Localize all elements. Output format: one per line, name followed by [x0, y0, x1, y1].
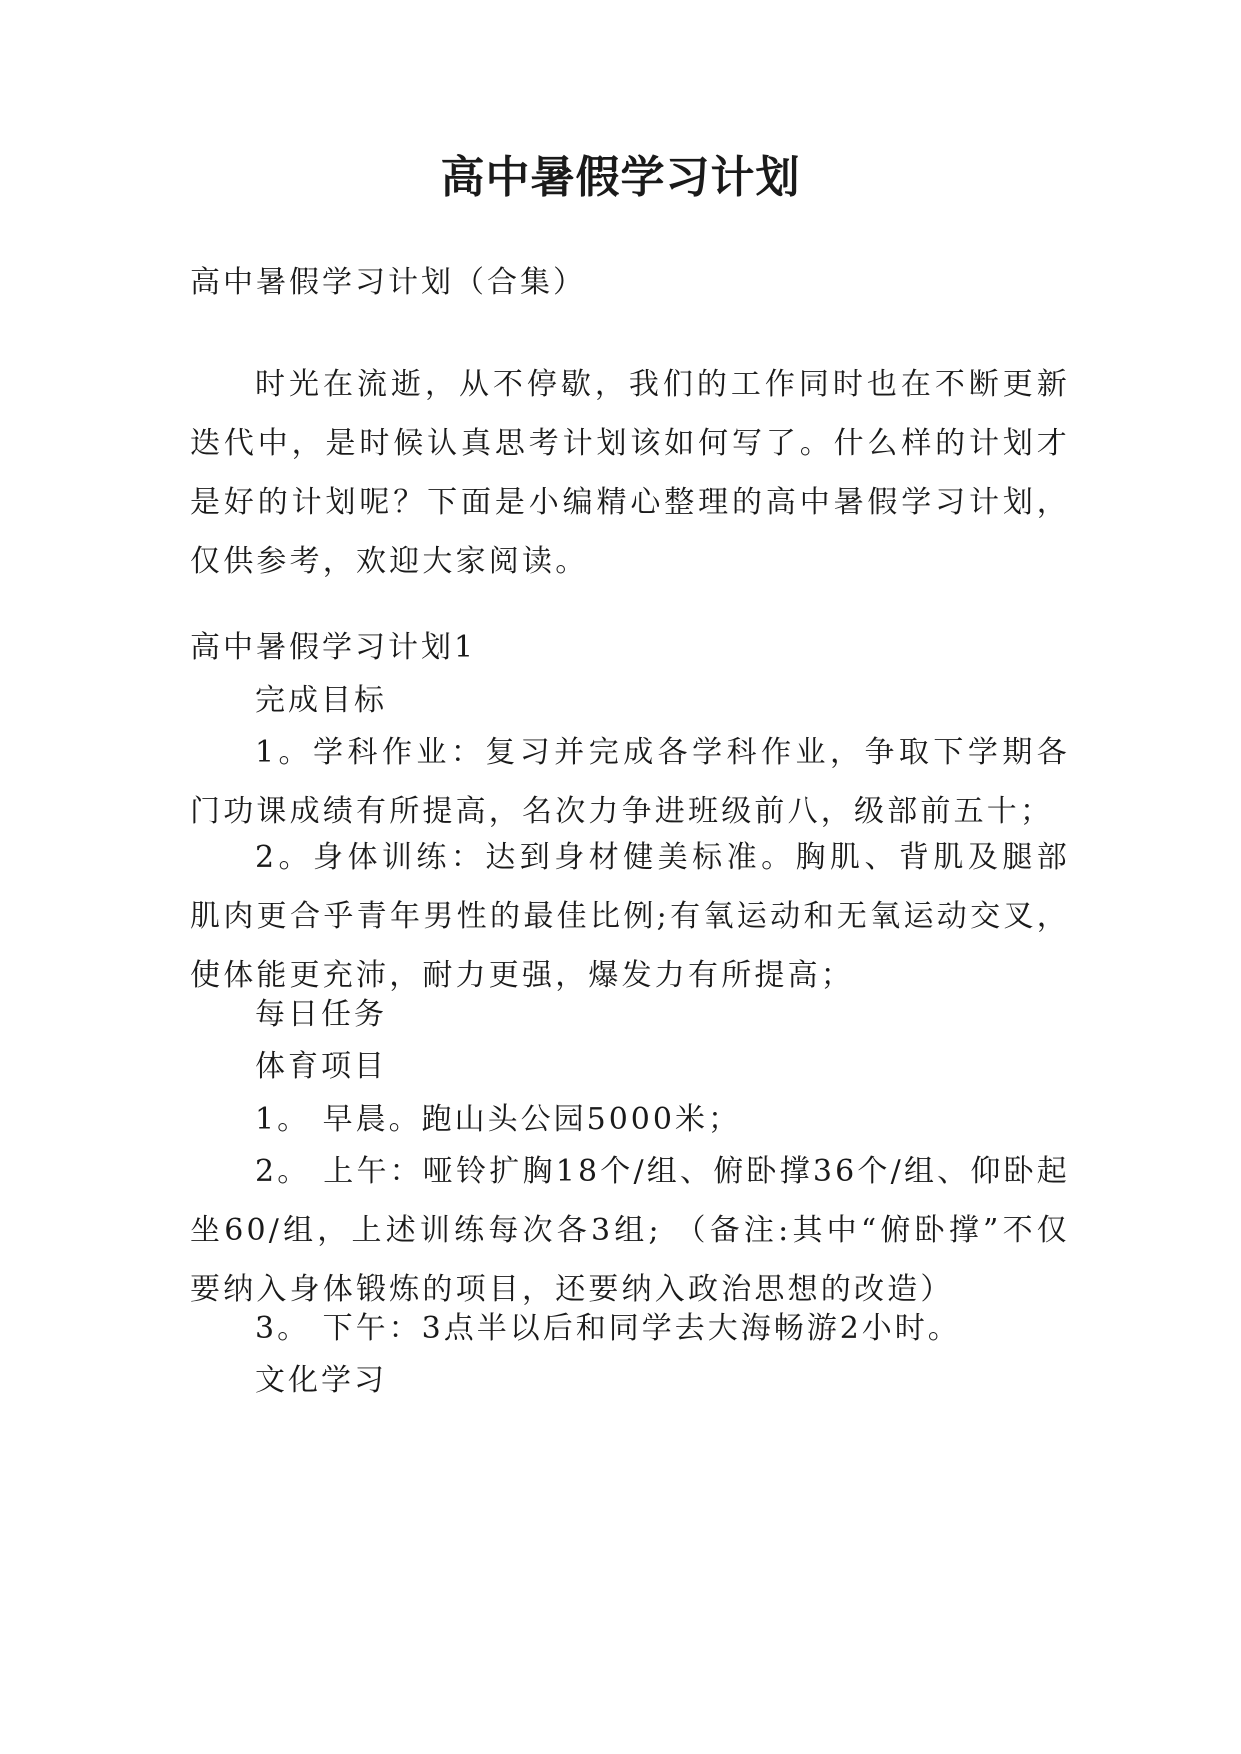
section-heading: 高中暑假学习计划1	[190, 630, 477, 665]
sport-item-1: 1。 早晨。跑山头公园5000米；	[255, 1102, 741, 1137]
goal-item-2: 2。身体训练：达到身材健美标准。胸肌、背肌及腿部肌肉更合乎青年男性的最佳比例;有氧运动和无氧运动交叉，使体能更充沛，耐力更强，爆发力有所提高；	[190, 840, 1070, 993]
document-subtitle: 高中暑假学习计划（合集）	[190, 265, 586, 300]
daily-tasks-heading: 每日任务	[255, 997, 387, 1032]
sports-heading: 体育项目	[255, 1049, 387, 1084]
intro-paragraph: 时光在流逝，从不停歇，我们的工作同时也在不断更新迭代中，是时候认真思考计划该如何写了。什么样的计划才是好的计划呢？下面是小编精心整理的高中暑假学习计划，仅供参考，欢迎大家阅读。	[190, 367, 1070, 579]
document-title: 高中暑假学习计划	[440, 152, 801, 203]
goal-heading: 完成目标	[255, 683, 387, 718]
goal-item-1: 1。学科作业：复习并完成各学科作业，争取下学期各门功课成绩有所提高，名次力争进班级前八，级部前五十；	[190, 735, 1070, 829]
sport-item-2: 2。 上午：哑铃扩胸18个/组、俯卧撑36个/组、仰卧起坐60/组，上述训练每次各3组; （备注:其中“俯卧撑”不仅要纳入身体锻炼的项目，还要纳入政治思想的改造）	[190, 1154, 1070, 1307]
culture-heading: 文化学习	[255, 1363, 387, 1398]
sport-item-3: 3。 下午：3点半以后和同学去大海畅游2小时。	[255, 1311, 961, 1346]
